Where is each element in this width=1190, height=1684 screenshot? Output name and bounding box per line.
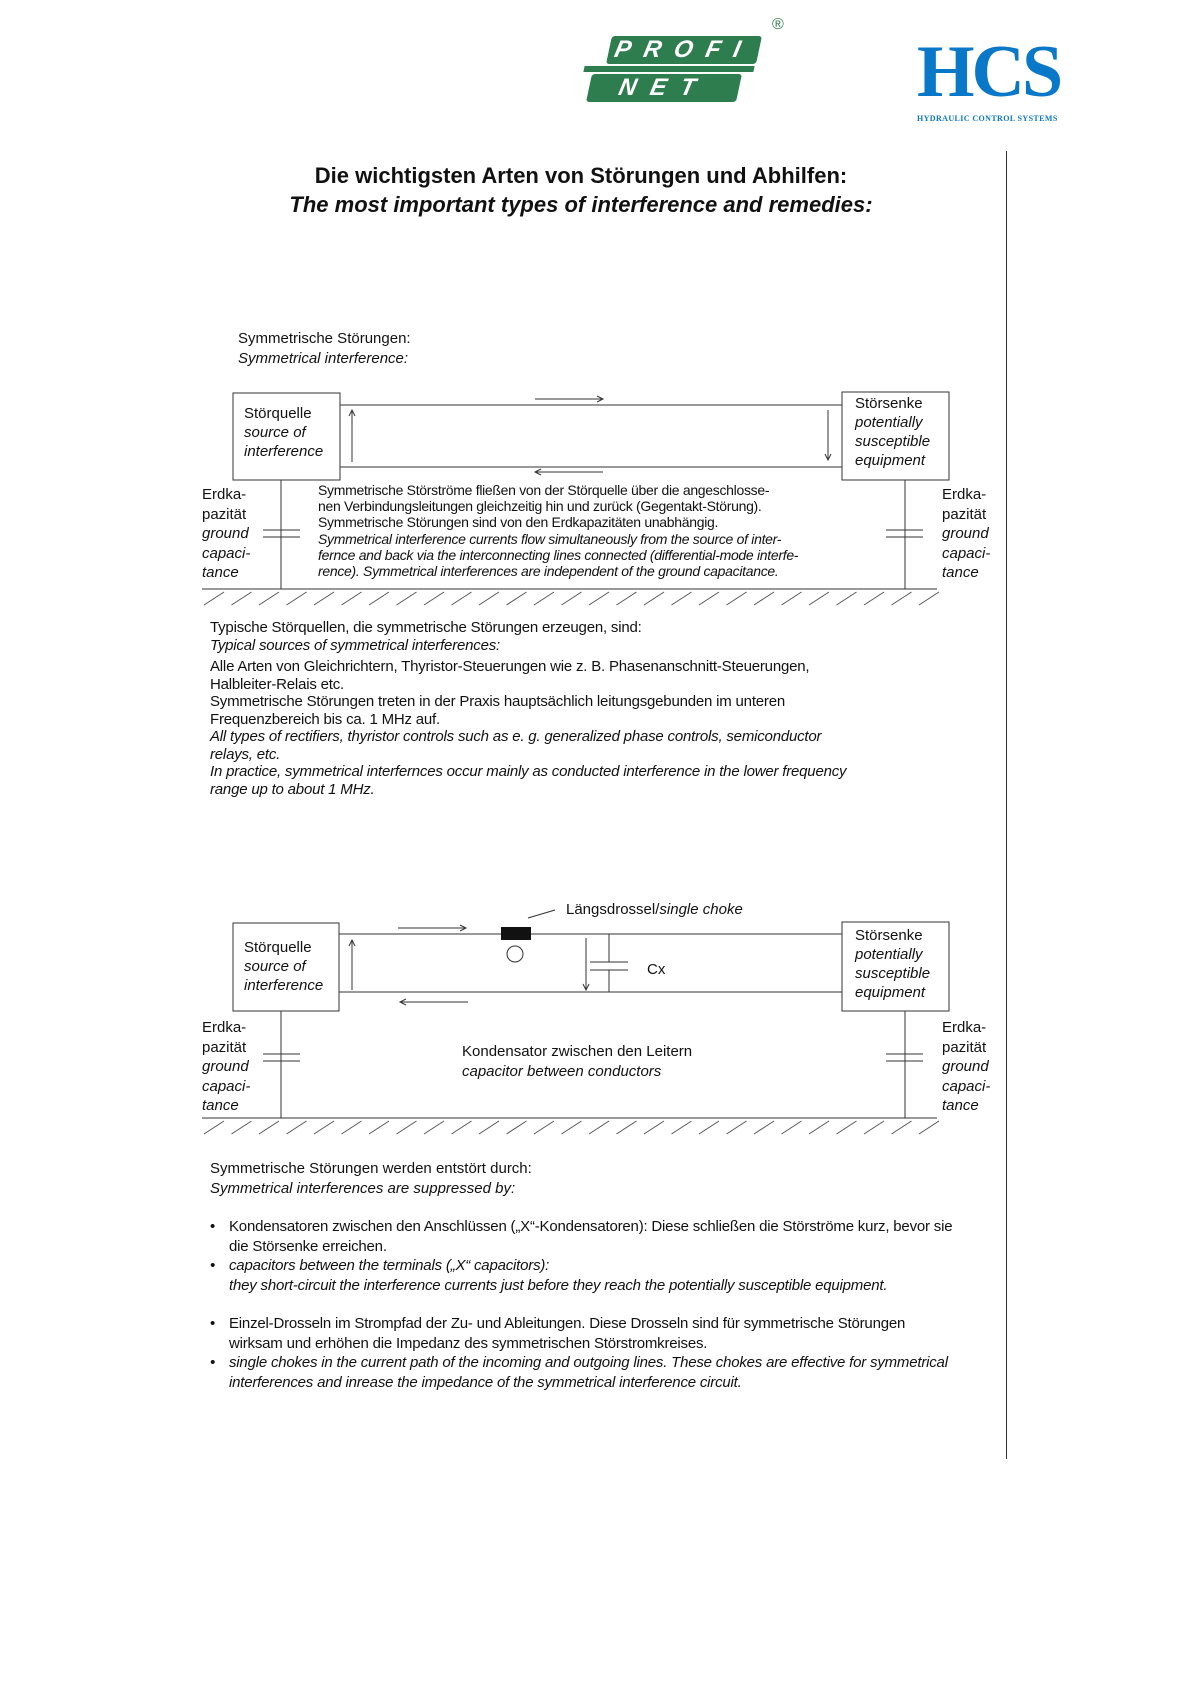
- ground-hatch: [864, 1121, 884, 1134]
- ground-hatch: [699, 592, 719, 605]
- ground-hatch: [617, 1121, 637, 1134]
- ground-hatch: [507, 1121, 527, 1134]
- source-box: [234, 404, 323, 461]
- ground-hatch: [589, 592, 609, 605]
- source-box-2: Störquelle source of interference: [244, 939, 324, 994]
- ground-hatch: [837, 1121, 857, 1134]
- page-subtitle: The most important types of interference and remedies:: [289, 192, 873, 217]
- choke-symbol: [501, 927, 531, 940]
- source-label: Störquelle: [244, 405, 312, 422]
- profinet-top: PROFI: [606, 36, 762, 64]
- registered-mark: ®: [772, 16, 784, 33]
- ground-hatch: [424, 592, 444, 605]
- source-label-en: source of: [244, 424, 306, 441]
- ground-hatch: [369, 1121, 389, 1134]
- ground-hatch: [919, 592, 939, 605]
- ground-hatch: [397, 1121, 417, 1134]
- hcs-mark: HCS: [917, 31, 1061, 113]
- ground-hatch: [424, 1121, 444, 1134]
- ground-hatch: [479, 592, 499, 605]
- remedy-item: • Einzel-Drosseln im Strompfad der Zu- und Ableitungen. Diese Drosseln sind für symmetrische Störungen wirksam und erhöhen die Impedanz des symmetrischen Störstromkreises.: [210, 1314, 955, 1353]
- hcs-tagline: HYDRAULIC CONTROL SYSTEMS: [917, 114, 1058, 123]
- section-heading-en: Symmetrical interference:: [238, 350, 409, 367]
- ground-capacitance-right: Erdka- pazität ground capaci- tance: [942, 486, 991, 581]
- ground-capacitance-left-2: Erdka- pazität ground capaci- tance: [202, 1019, 251, 1114]
- sink-label-en3: equipment: [855, 452, 926, 469]
- typical-sources: Typische Störquellen, die symmetrische Störungen erzeugen, sind: Typical sources of symmetrical interferences: Alle Arten von Gleichrichtern, Thyristor-Steuerungen wie z. B. Phasenanschnitt-Steuerungen, Halbleiter-Relais etc. Symmetrische Störungen treten in der Praxis hauptsächlich leitungsgebunden im unteren Frequenzbereich bis ca. 1 MHz auf. All types of rectifiers, thyristor controls such as e. g. generalized phase controls, semiconductor relays, etc. In practice, symmetrical interfernces occur mainly as conducted interference in the lower frequency range up to about 1 MHz.: [210, 619, 847, 798]
- ground-hatch: [644, 592, 664, 605]
- ground-hatch: [864, 592, 884, 605]
- ground-hatch: [534, 1121, 554, 1134]
- profinet-bottom: NET: [586, 74, 742, 102]
- ground-capacitance-right-2: Erdka- pazität ground capaci- tance: [942, 1019, 991, 1114]
- ground-hatch: [892, 592, 912, 605]
- ground-hatch: [204, 592, 224, 605]
- ground-hatch: [644, 1121, 664, 1134]
- ground-hatch: [562, 1121, 582, 1134]
- ground-hatch: [232, 592, 252, 605]
- ground-hatch: [919, 1121, 939, 1134]
- ground-hatch: [809, 592, 829, 605]
- sink-box-2: Störsenke potentially susceptible equipment: [855, 927, 931, 1001]
- ground-hatch: [672, 592, 692, 605]
- ground-hatch: [672, 1121, 692, 1134]
- source-label-en2: interference: [244, 443, 324, 460]
- remedy-item: • capacitors between the terminals („X“ capacitors): they short-circuit the interference currents just before they reach the potentially susceptible equipment.: [210, 1256, 955, 1295]
- ground-hatch: [589, 1121, 609, 1134]
- ground-hatch: [754, 1121, 774, 1134]
- ground-hatch: [259, 1121, 279, 1134]
- ground-hatch: [837, 592, 857, 605]
- ground-hatch: [534, 592, 554, 605]
- ground-hatch: [452, 592, 472, 605]
- ground-hatch: [782, 1121, 802, 1134]
- ground-hatch: [479, 1121, 499, 1134]
- ground-hatch: [232, 1121, 252, 1134]
- ground-hatch: [342, 592, 362, 605]
- ground-hatch: [287, 1121, 307, 1134]
- ground-hatch: [892, 1121, 912, 1134]
- ground-hatch: [782, 592, 802, 605]
- ground-hatch: [314, 592, 334, 605]
- remedy-item: • Kondensatoren zwischen den Anschlüssen („X“-Kondensatoren): Diese schließen die Störströme kurz, bevor sie die Störsenke erreichen.: [210, 1217, 955, 1256]
- remedies-list: [210, 1217, 955, 1392]
- sink-label-en1: potentially: [855, 414, 923, 431]
- sink-label: Störsenke: [855, 395, 923, 412]
- ground-capacitance-left: Erdka- pazität ground capaci- tance: [202, 486, 251, 581]
- ground-hatch: [314, 1121, 334, 1134]
- remedies-heading: Symmetrische Störungen werden entstört durch: Symmetrical interferences are suppressed by:: [210, 1160, 532, 1197]
- choke-label: Längsdrossel/single choke: [566, 901, 743, 918]
- page-title: Die wichtigsten Arten von Störungen und Abhilfen:: [314, 163, 848, 188]
- ground-hatch: [562, 592, 582, 605]
- sink-box: [845, 394, 930, 470]
- ground-hatch: [287, 592, 307, 605]
- ground-hatch: [754, 592, 774, 605]
- ground-hatch: [259, 592, 279, 605]
- diagram1-description: Symmetrische Störströme fließen von der Störquelle über die angeschlosse- nen Verbindungsleitungen gleichzeitig hin und zurück (Gegentakt-Störung). Symmetrische Störungen sind von den Erdkapazitäten unabhängig. Symmetrical interference currents flow simultaneously from the source of inter- fernce and back via the interconnecting lines connected (differential-mode interfe- rence). Symmetrical interferences are independent of the ground capacitance.: [318, 482, 799, 580]
- remedy-item: • single chokes in the current path of the incoming and outgoing lines. These chokes are effective for symmetrical interferences and inrease the impedance of the symmetrical interference circuit.: [210, 1353, 955, 1392]
- section-heading: Symmetrische Störungen:: [238, 330, 411, 347]
- ground-hatch: [727, 1121, 747, 1134]
- ground-hatch: [204, 1121, 224, 1134]
- ground-hatch: [809, 1121, 829, 1134]
- ground-hatch: [342, 1121, 362, 1134]
- ground-hatch: [369, 592, 389, 605]
- sink-label-en2: susceptible: [855, 433, 931, 450]
- ground-hatch: [617, 592, 637, 605]
- cx-label: Cx: [647, 961, 666, 978]
- ground-hatch: [699, 1121, 719, 1134]
- ground-hatch: [727, 592, 747, 605]
- capacitor-description: Kondensator zwischen den Leitern capacitor between conductors: [462, 1043, 693, 1080]
- ground-hatch: [397, 592, 417, 605]
- ground-hatch: [452, 1121, 472, 1134]
- ground-hatch: [507, 592, 527, 605]
